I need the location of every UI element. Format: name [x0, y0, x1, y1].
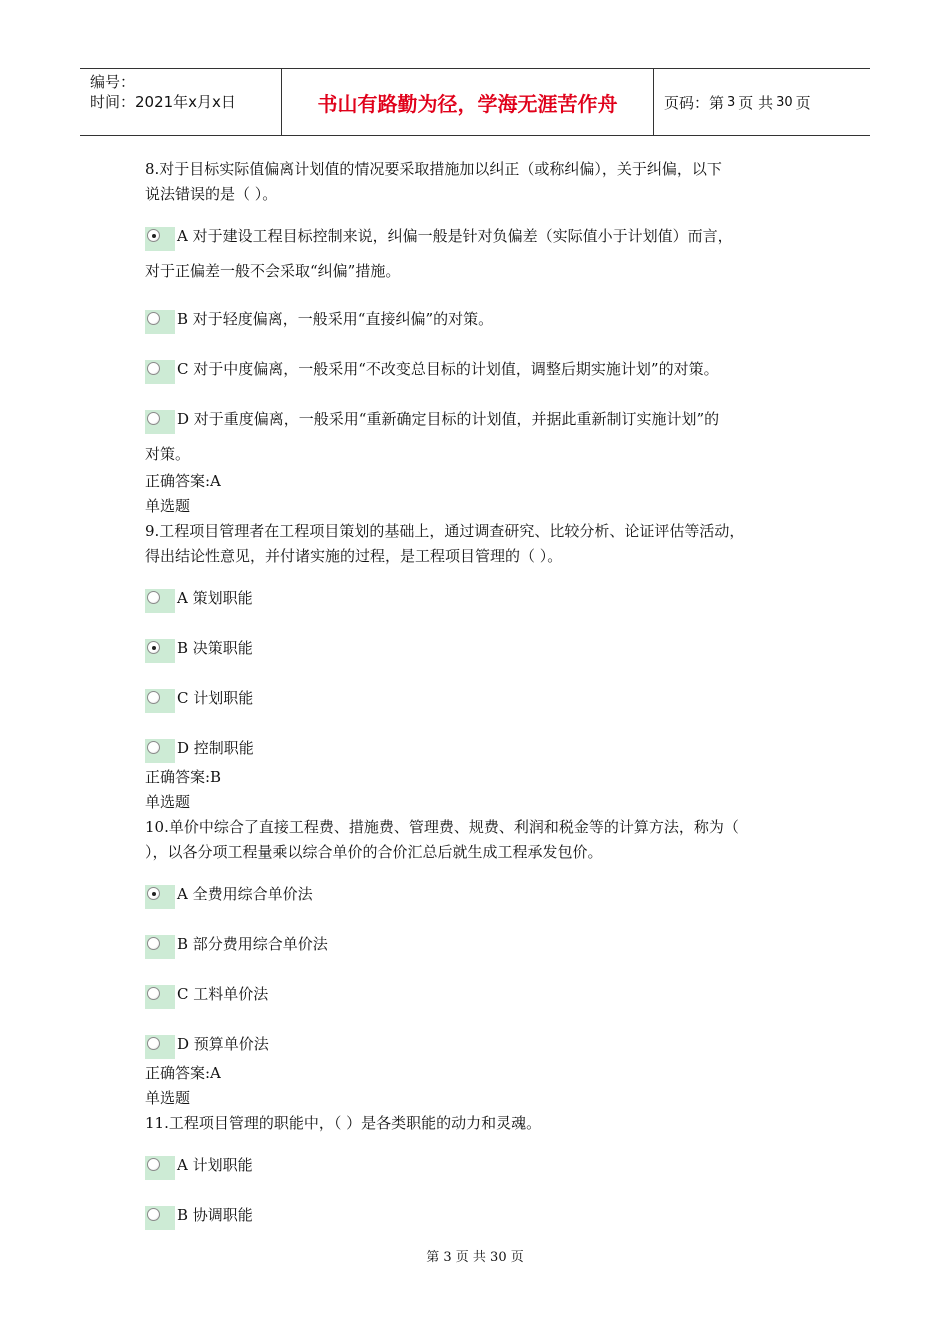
correct-answer: 正确答案:A — [145, 1064, 221, 1082]
radio-selected-icon[interactable] — [145, 639, 175, 663]
option-label: B 部分费用综合单价法 — [177, 935, 328, 953]
header-meta — [80, 69, 282, 135]
radio-ring — [147, 987, 160, 1000]
time-label: 时间：2021年x月x日 — [90, 93, 236, 111]
correct-answer: 正确答案:B — [145, 768, 222, 786]
radio-ring — [147, 937, 160, 950]
radio-icon[interactable] — [145, 589, 175, 613]
radio-ring — [147, 1037, 160, 1050]
option-label: B 决策职能 — [177, 639, 253, 657]
radio-icon[interactable] — [145, 360, 175, 384]
option-label: D 控制职能 — [177, 739, 254, 757]
radio-icon[interactable] — [145, 985, 175, 1009]
answer-option[interactable] — [145, 583, 815, 613]
answer-option[interactable] — [145, 1150, 815, 1180]
radio-ring — [147, 229, 160, 242]
option-label: A 计划职能 — [177, 1156, 253, 1174]
radio-dot — [152, 892, 156, 896]
option-label: B 对于轻度偏离，一般采用“直接纠偏”的对策。 — [177, 310, 494, 328]
header-page-info — [654, 69, 870, 135]
option-label-cont: 对策。 — [145, 445, 191, 463]
answer-option[interactable] — [145, 633, 815, 663]
radio-dot — [152, 234, 156, 238]
radio-icon[interactable] — [145, 935, 175, 959]
question-stem: 8.对于目标实际值偏离计划值的情况要采取措施加以纠正（或称纠偏），关于纠偏，以下 — [145, 160, 722, 178]
header-motto: 书山有路勤为径，学海无涯苦作舟 — [282, 69, 654, 135]
answer-option[interactable] — [145, 304, 815, 334]
radio-icon[interactable] — [145, 689, 175, 713]
radio-ring — [147, 691, 160, 704]
radio-ring — [147, 1208, 160, 1221]
answer-option[interactable] — [145, 404, 815, 434]
answer-option[interactable] — [145, 979, 815, 1009]
radio-icon[interactable] — [145, 1206, 175, 1230]
radio-icon[interactable] — [145, 310, 175, 334]
answer-option[interactable] — [145, 1029, 815, 1059]
page-total: 30 — [776, 94, 793, 110]
page-number: 3 — [727, 94, 736, 110]
question-stem-cont: ），以各分项工程量乘以综合单价的合价汇总后就生成工程承发包价。 — [145, 843, 603, 861]
question-type: 单选题 — [145, 793, 191, 811]
question-stem-cont: 说法错误的是（ ）。 — [145, 185, 278, 203]
option-label: A 全费用综合单价法 — [177, 885, 313, 903]
radio-ring — [147, 741, 160, 754]
radio-ring — [147, 887, 160, 900]
option-label: C 计划职能 — [177, 689, 254, 707]
option-label: C 工料单价法 — [177, 985, 269, 1003]
option-label: A 对于建设工程目标控制来说，纠偏一般是针对负偏差（实际值小于计划值）而言， — [177, 227, 733, 245]
option-label-cont: 对于正偏差一般不会采取“纠偏”措施。 — [145, 262, 401, 280]
option-label: A 策划职能 — [177, 589, 253, 607]
question-type: 单选题 — [145, 1089, 191, 1107]
question-stem: 11.工程项目管理的职能中，（ ）是各类职能的动力和灵魂。 — [145, 1114, 542, 1132]
question-block — [145, 157, 815, 519]
radio-ring — [147, 312, 160, 325]
answer-option[interactable] — [145, 683, 815, 713]
page-mid: 页 共 — [738, 93, 774, 112]
answer-option[interactable] — [145, 879, 815, 909]
radio-ring — [147, 641, 160, 654]
radio-ring — [147, 1158, 160, 1171]
question-stem: 10.单价中综合了直接工程费、措施费、管理费、规费、利润和税金等的计算方法，称为（ — [145, 818, 739, 836]
radio-icon[interactable] — [145, 739, 175, 763]
radio-selected-icon[interactable] — [145, 885, 175, 909]
page-prefix: 页码：第 — [664, 93, 725, 112]
radio-icon[interactable] — [145, 1156, 175, 1180]
option-label: D 预算单价法 — [177, 1035, 269, 1053]
answer-option[interactable] — [145, 221, 815, 251]
correct-answer: 正确答案:A — [145, 472, 221, 490]
radio-ring — [147, 412, 160, 425]
question-type: 单选题 — [145, 497, 191, 515]
answer-option[interactable] — [145, 1200, 815, 1230]
answer-option[interactable] — [145, 354, 815, 384]
page-footer: 第 3 页 共 30 页 — [426, 1250, 524, 1265]
radio-icon[interactable] — [145, 410, 175, 434]
option-label: B 协调职能 — [177, 1206, 253, 1224]
question-stem: 9.工程项目管理者在工程项目策划的基础上，通过调查研究、比较分析、论证评估等活动， — [145, 522, 745, 540]
option-label: C 对于中度偏离，一般采用“不改变总目标的计划值，调整后期实施计划”的对策。 — [177, 360, 719, 378]
code-label: 编号： — [90, 73, 136, 91]
question-block — [145, 519, 815, 815]
page-header — [80, 68, 870, 136]
option-label: D 对于重度偏离，一般采用“重新确定目标的计划值，并据此重新制订实施计划”的 — [177, 410, 720, 428]
question-stem-cont: 得出结论性意见，并付诸实施的过程，是工程项目管理的（ ）。 — [145, 547, 563, 565]
radio-dot — [152, 646, 156, 650]
radio-ring — [147, 591, 160, 604]
question-block — [145, 815, 815, 1111]
radio-icon[interactable] — [145, 1035, 175, 1059]
answer-option[interactable] — [145, 733, 815, 763]
question-block — [145, 1111, 815, 1230]
answer-option[interactable] — [145, 929, 815, 959]
question-list — [145, 157, 815, 1230]
radio-selected-icon[interactable] — [145, 227, 175, 251]
page-suffix: 页 — [795, 93, 811, 112]
radio-ring — [147, 362, 160, 375]
